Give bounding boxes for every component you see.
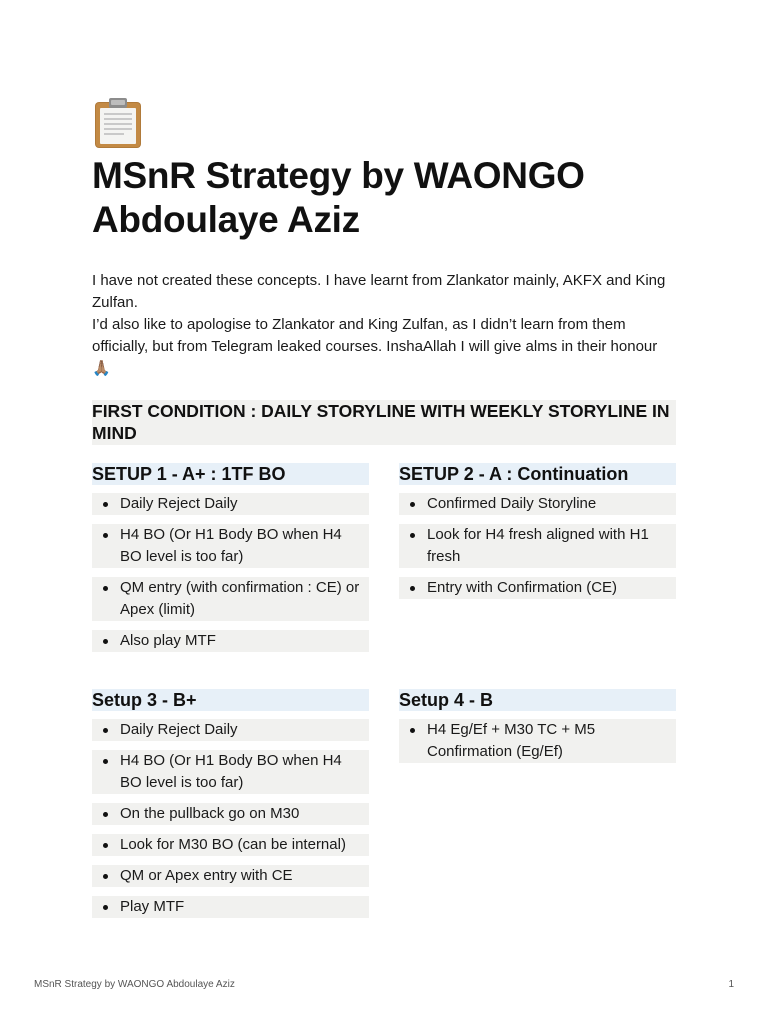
- list-item: QM entry (with confirmation : CE) or Apex (limit): [92, 577, 369, 621]
- list-item: Play MTF: [92, 896, 369, 918]
- list-item: H4 BO (Or H1 Body BO when H4 BO level is too far): [92, 750, 369, 794]
- condition-heading: FIRST CONDITION : DAILY STORYLINE WITH WEEKLY STORYLINE IN MIND: [92, 400, 676, 445]
- setup-heading: SETUP 2 - A : Continuation: [399, 463, 676, 485]
- setup-2: [399, 463, 676, 661]
- footer-title: MSnR Strategy by WAONGO Abdoulaye Aziz: [34, 979, 235, 990]
- setup-list: [92, 493, 369, 652]
- intro-text: [92, 270, 676, 380]
- setup-list: [92, 719, 369, 918]
- list-item: Look for M30 BO (can be internal): [92, 834, 369, 856]
- list-item: H4 BO (Or H1 Body BO when H4 BO level is too far): [92, 524, 369, 568]
- page-footer: [34, 979, 734, 990]
- setup-heading: SETUP 1 - A+ : 1TF BO: [92, 463, 369, 485]
- list-item: Look for H4 fresh aligned with H1 fresh: [399, 524, 676, 568]
- intro-paragraph: [92, 314, 676, 380]
- setup-row: [92, 689, 676, 927]
- intro-paragraph: I have not created these concepts. I have learnt from Zlankator mainly, AKFX and King Zulfan.: [92, 272, 666, 311]
- setup-heading: Setup 3 - B+: [92, 689, 369, 711]
- setup-list: [399, 493, 676, 599]
- list-item: On the pullback go on M30: [92, 803, 369, 825]
- page-title: MSnR Strategy by WAONGO Abdoulaye Aziz: [92, 155, 585, 240]
- clipboard-icon: [92, 96, 144, 150]
- setup-1: [92, 463, 369, 661]
- setup-list: [399, 719, 676, 763]
- list-item: Confirmed Daily Storyline: [399, 493, 676, 515]
- list-item: Entry with Confirmation (CE): [399, 577, 676, 599]
- setup-3: [92, 689, 369, 927]
- document-page: [92, 96, 676, 927]
- page-number: 1: [728, 979, 734, 990]
- setup-row: [92, 463, 676, 661]
- intro-paragraph-text: I’d also like to apologise to Zlankator and King Zulfan, as I didn’t learn from them officially, but from Telegram leaked courses. InshaAllah I will give alms in their honour: [92, 316, 658, 355]
- list-item: QM or Apex entry with CE: [92, 865, 369, 887]
- list-item: Daily Reject Daily: [92, 493, 369, 515]
- setup-4: [399, 689, 676, 927]
- list-item: Also play MTF: [92, 630, 369, 652]
- list-item: Daily Reject Daily: [92, 719, 369, 741]
- praying-hands-icon: 🙏🏽: [92, 360, 111, 377]
- setup-heading: Setup 4 - B: [399, 689, 676, 711]
- list-item: H4 Eg/Ef + M30 TC + M5 Confirmation (Eg/Ef): [399, 719, 676, 763]
